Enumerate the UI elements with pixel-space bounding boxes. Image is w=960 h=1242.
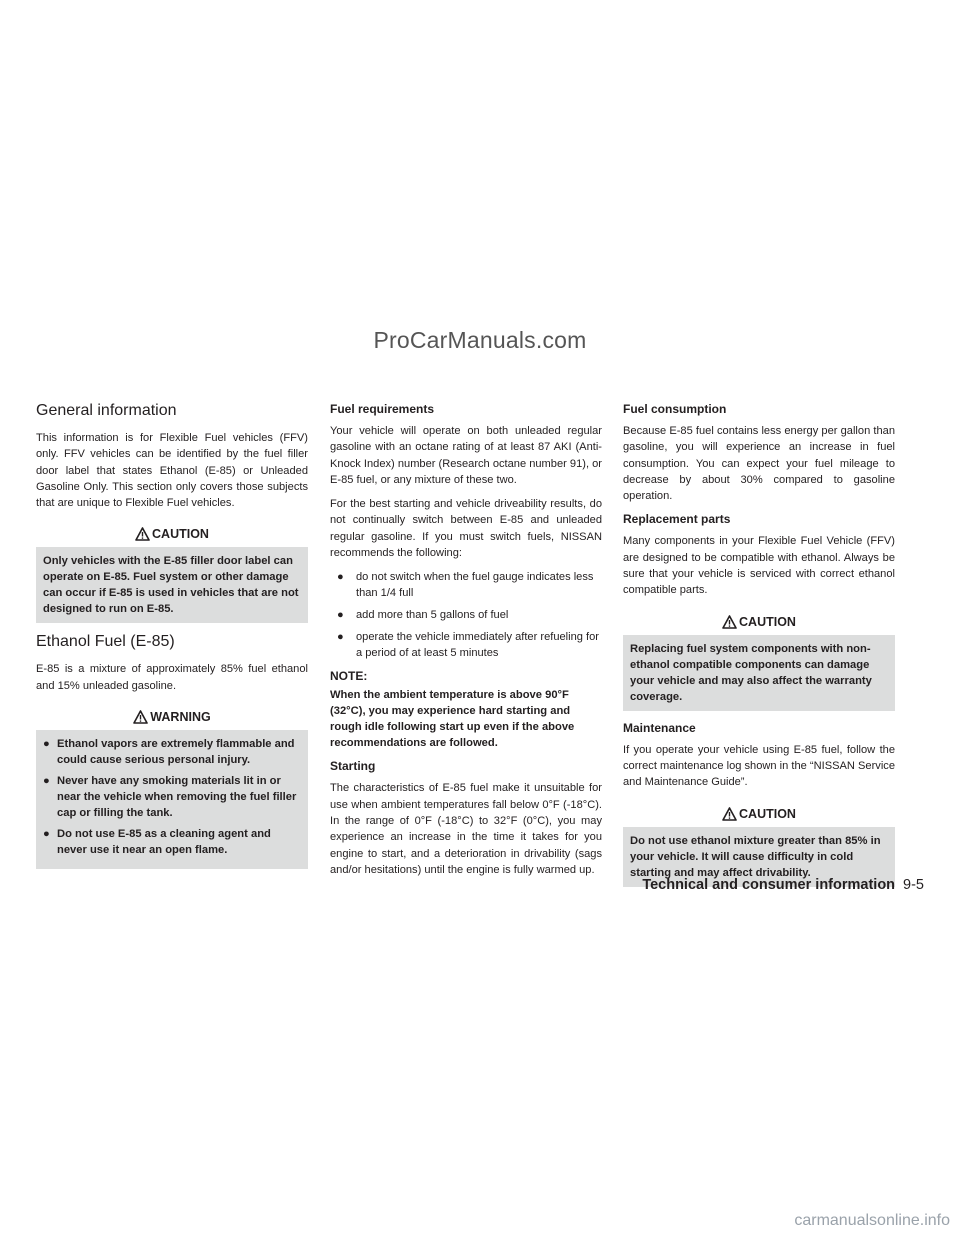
warning-triangle-icon [133,710,148,724]
section-title-ethanol: Ethanol Fuel (E-85) [36,633,175,651]
note-text: When the ambient temperature is above 90°F (32°C), you may experience hard starting and rough idle following start up even if the above recommendations are followed. [330,689,575,750]
column-right [623,402,895,897]
page-number: 9-5 [903,877,924,893]
heading-maintenance: Maintenance [623,720,696,735]
general-info-paragraph: This information is for Flexible Fuel vehicles (FFV) only. FFV vehicles can be identified by the fuel filler door label that states Ethanol (E-85) or Unleaded Gasoline Only. This section only covers those subjects that are unique to Flexible Fuel vehicles. [36,432,308,510]
caution-label: CAUTION [739,806,796,821]
list-item: ● operate the vehicle immediately after refueling for a period of at least 5 minutes [337,631,599,660]
fuel-consumption-paragraph: Because E-85 fuel contains less energy per gallon than gasoline, you will experience an increase in fuel consumption. You can expect your fuel mileage to decrease by about 30% compared to gasoline operation. [623,425,895,503]
warning-header [36,706,308,730]
replacement-parts-paragraph: Many components in your Flexible Fuel Vehicle (FFV) are designed to be compatible with ethanol. Always be sure that your vehicle is serviced with correct ethanol compatible parts. [623,535,895,597]
recommendation-list [330,569,602,661]
warning-triangle-icon [722,807,737,821]
driveability-paragraph: For the best starting and vehicle driveability results, do not continually switch between E-85 and unleaded regular gasoline. If you must switch fuels, NISSAN recommends the following: [330,498,602,560]
caution-box-replacement [623,611,895,711]
caution-header [623,611,895,635]
page-footer [642,877,924,893]
maintenance-paragraph: If you operate your vehicle using E-85 fuel, follow the correct maintenance log shown in the “NISSAN Service and Maintenance Guide”. [623,743,895,789]
fuel-requirements-paragraph: Your vehicle will operate on both unleaded regular gasoline with an octane rating of at least 87 AKI (Anti-Knock Index) number (Research octane number 91), or E-85 fuel, or any mixture of these two. [330,425,602,486]
bullet-icon: ● [337,609,344,622]
heading-fuel-requirements: Fuel requirements [330,402,435,416]
caution-text: Only vehicles with the E-85 filler door label can operate on E-85. Fuel system or other damage can occur if E-85 is used in vehicles that are not designed to run on E-85. [43,555,299,616]
warning-label: WARNING [150,710,211,725]
caution-text: Do not use ethanol mixture greater than 85% in your vehicle. It will cause difficulty in cold starting and may affect drivability. [630,834,881,879]
bullet-icon: ● [337,631,344,644]
warning-item: ● Do not use E-85 as a cleaning agent and never use it near an open flame. [43,828,271,857]
footer-section-title: Technical and consumer information [642,877,896,893]
bullet-icon: ● [43,738,50,751]
heading-fuel-consumption: Fuel consumption [623,402,727,416]
caution-header [36,523,308,547]
starting-paragraph: The characteristics of E-85 fuel make it unsuitable for use when ambient temperatures fall below 0°F (-18°C). In the range of 0°F (-18°C) to 32°F (0°C), you may experience an increase in the time it takes for you engine to start, and a deterioration in drivability (sags and/or hesitations) until the engine is fully warmed up. [330,782,602,876]
bullet-icon: ● [337,571,344,584]
bullet-icon: ● [43,775,50,788]
watermark-text: ProCarManuals.com [373,327,587,353]
source-watermark: carmanualsonline.info [794,1212,950,1229]
warning-box-ethanol [36,706,308,869]
heading-replacement-parts: Replacement parts [623,512,731,527]
caution-label: CAUTION [152,527,209,542]
warning-item: ● Never have any smoking materials lit in or near the vehicle when removing the fuel filler cap or filling the tank. [43,775,297,820]
bullet-icon: ● [43,828,50,841]
note-label: NOTE: [330,669,368,684]
caution-box-filler-door [36,523,308,623]
column-left [36,402,308,879]
ethanol-paragraph: E-85 is a mixture of approximately 85% fuel ethanol and 15% unleaded gasoline. [36,663,308,692]
caution-box-mixture [623,803,895,887]
list-item: ● add more than 5 gallons of fuel [337,609,509,622]
warning-body [36,730,308,869]
column-middle [330,402,602,886]
list-item: ● do not switch when the fuel gauge indicates less than 1/4 full [337,571,594,600]
caution-header [623,803,895,827]
warning-triangle-icon [135,527,150,541]
caution-text: Replacing fuel system components with non-ethanol compatible components can damage your vehicle and may also affect the warranty coverage. [630,642,872,703]
warning-triangle-icon [722,615,737,629]
heading-starting: Starting [330,759,376,774]
warning-item: ● Ethanol vapors are extremely flammable and could cause serious personal injury. [43,738,295,767]
caution-label: CAUTION [739,614,796,629]
section-title-general: General information [36,402,177,419]
